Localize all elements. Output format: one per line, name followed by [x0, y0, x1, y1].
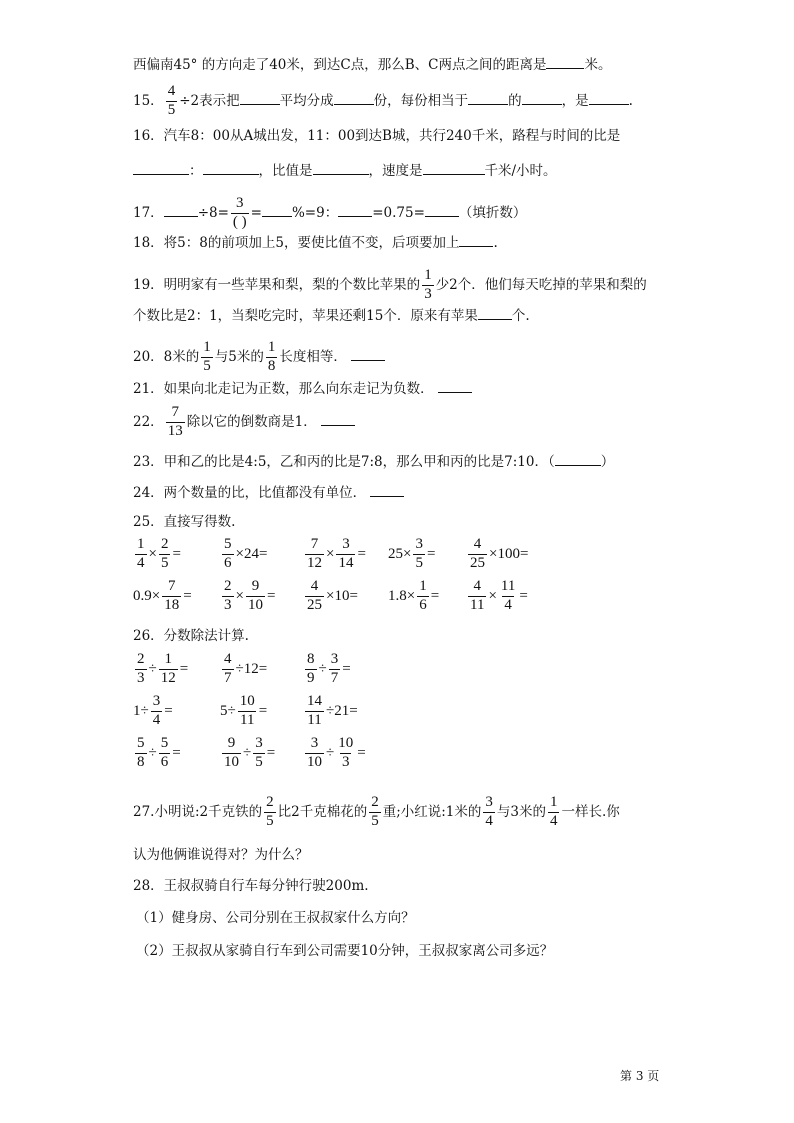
fraction: $\frac{4}{5}$ [167, 83, 176, 118]
fraction: $\frac{10}{11}$ [239, 693, 255, 728]
expression: $\frac{7}{12}$ × $\frac{3}{14}$ = [307, 536, 366, 571]
question-20: 20．8米的 $\frac{1}{5}$ 与5米的 $\frac{1}{8}$ 长度相等． [133, 340, 385, 375]
expression: $\frac{5}{6}$ ×24 = [224, 536, 268, 571]
fraction: $\frac{1}{6}$ [419, 578, 427, 613]
fraction: $\frac{4}{25}$ [470, 536, 485, 571]
expression: 1÷ $\frac{3}{4}$ = [133, 693, 173, 728]
answer-blank[interactable] [589, 93, 629, 105]
answer-blank[interactable] [262, 205, 292, 217]
fraction: $\frac{2}{5}$ [266, 794, 274, 829]
expression: $\frac{4}{11}$ × $\frac{11}{4}$ = [470, 578, 528, 613]
fraction: $\frac{3}{14}$ [338, 536, 354, 571]
answer-blank[interactable] [478, 308, 512, 320]
question-28-sub1: （1）健身房、公司分别在王叔叔家什么方向？ [136, 910, 415, 926]
answer-blank[interactable] [321, 414, 355, 426]
fraction: $\frac{10}{3}$ [338, 735, 354, 770]
answer-blank[interactable] [555, 454, 601, 466]
question-21: 21．如果向北走记为正数，那么向东走记为负数． [133, 381, 472, 397]
fraction: $\frac{8}{9}$ [307, 651, 315, 686]
fraction: $\frac{2}{3}$ [224, 578, 232, 613]
fraction: $\frac{9}{10}$ [247, 578, 263, 613]
expression: $\frac{4}{25}$ ×10 = [307, 578, 358, 613]
expression: $\frac{4}{7}$ ÷12 = [224, 651, 268, 686]
answer-blank[interactable] [425, 205, 459, 217]
expression: 0.9× $\frac{7}{18}$ = [133, 578, 192, 613]
fraction: $\frac{3}{( )}$ [232, 195, 247, 230]
question-23: 23．甲和乙的比是4:5，乙和丙的比是7:8，那么甲和丙的比是7:10．（ ） [133, 454, 615, 470]
expression: $\frac{2}{3}$ ÷ $\frac{1}{12}$ = [137, 651, 189, 686]
answer-blank[interactable] [240, 93, 280, 105]
question-15: 15． $\frac{4}{5}$ ÷2表示把 平均分成 份，每份相当于 的 ，是 . [133, 83, 633, 118]
fraction: $\frac{9}{10}$ [224, 735, 239, 770]
question-18: 18．将5：8的前项加上5，要使比值不变，后项要加上 . [133, 235, 498, 251]
question-27-line1: 27.小明说:2千克铁的 $\frac{2}{5}$ 比2千克棉花的 $\frac{2}{5}$ 重;小红说:1米的 $\frac{3}{4}$ 与3米的 $\frac{1}{4}$ 一样长.你 [133, 794, 620, 829]
answer-blank[interactable] [133, 163, 189, 175]
fraction: $\frac{7}{13}$ [167, 404, 183, 439]
question-22: 22． $\frac{7}{13}$ 除以它的倒数商是1． [133, 405, 355, 440]
question-17: 17． ÷8= $\frac{3}{( )}$ = %=9： =0.75= （填折数） [133, 195, 527, 230]
answer-blank[interactable] [164, 205, 198, 217]
fraction: $\frac{4}{11}$ [470, 578, 485, 613]
fraction: $\frac{1}{4}$ [549, 794, 558, 829]
fraction: $\frac{3}{10}$ [307, 735, 322, 770]
fraction: $\frac{1}{5}$ [203, 339, 211, 374]
q14-continuation: 西偏南45° 的方向走了40米，到达C点，那么B、C两点之间的距离是 米。 [133, 57, 612, 73]
expression: 25× $\frac{3}{5}$ = [388, 536, 436, 571]
question-26-title: 26．分数除法计算. [133, 628, 249, 644]
fraction: $\frac{11}{4}$ [500, 578, 516, 613]
fraction: $\frac{4}{25}$ [307, 578, 322, 613]
fraction: $\frac{4}{7}$ [224, 651, 232, 686]
fraction: $\frac{3}{4}$ [485, 794, 493, 829]
fraction: $\frac{3}{5}$ [415, 536, 423, 571]
answer-blank[interactable] [338, 205, 372, 217]
fraction: $\frac{1}{8}$ [267, 339, 276, 374]
answer-blank[interactable] [459, 235, 493, 247]
answer-blank[interactable] [423, 163, 485, 175]
fraction: $\frac{5}{8}$ [137, 735, 145, 770]
fraction: $\frac{2}{5}$ [371, 794, 379, 829]
fraction: $\frac{5}{6}$ [224, 536, 232, 571]
question-19-line2: 个数比是2：1，当梨吃完时，苹果还剩15个．原来有苹果 个. [133, 308, 530, 324]
question-25-title: 25．直接写得数. [133, 514, 236, 530]
expression: $\frac{14}{11}$ ÷21 = [307, 693, 358, 728]
expression: $\frac{4}{25}$ ×100 = [470, 536, 529, 571]
question-28-sub2: （2）王叔叔从家骑自行车到公司需要10分钟，王叔叔家离公司多远？ [136, 943, 554, 959]
expression: $\frac{3}{10}$ ÷ $\frac{10}{3}$ = [307, 735, 366, 770]
fraction: $\frac{7}{12}$ [307, 536, 322, 571]
fraction: $\frac{7}{18}$ [164, 578, 180, 613]
page-number: 第 3 页 [620, 1069, 660, 1083]
answer-blank[interactable] [438, 381, 472, 393]
question-28-title: 28．王叔叔骑自行车每分钟行驶200m. [133, 878, 369, 894]
answer-blank[interactable] [370, 485, 404, 497]
fraction: $\frac{2}{5}$ [160, 536, 169, 571]
expression: $\frac{2}{3}$ × $\frac{9}{10}$ = [224, 578, 276, 613]
answer-blank[interactable] [468, 93, 508, 105]
fraction: $\frac{2}{3}$ [137, 651, 145, 686]
question-27-line2: 认为他俩谁说得对？为什么？ [133, 847, 309, 863]
answer-blank[interactable] [522, 93, 562, 105]
fraction: $\frac{14}{11}$ [307, 693, 322, 728]
expression: 1.8× $\frac{1}{6}$ = [388, 578, 440, 613]
answer-blank[interactable] [203, 163, 259, 175]
fraction: $\frac{3}{7}$ [330, 651, 339, 686]
expression: 5÷ $\frac{10}{11}$ = [220, 693, 268, 728]
fraction: $\frac{3}{5}$ [255, 735, 263, 770]
answer-blank[interactable] [351, 349, 385, 361]
fraction: $\frac{1}{4}$ [137, 536, 145, 571]
expression: $\frac{9}{10}$ ÷ $\frac{3}{5}$ = [224, 735, 276, 770]
fraction: $\frac{3}{4}$ [152, 693, 161, 728]
fraction: $\frac{5}{6}$ [160, 735, 169, 770]
question-16-line1: 16．汽车8：00从A城出发，11：00到达B城，共行240千米，路程与时间的比是 [133, 128, 621, 144]
expression: $\frac{8}{9}$ ÷ $\frac{3}{7}$ = [307, 651, 351, 686]
expression: $\frac{5}{8}$ ÷ $\frac{5}{6}$ = [137, 735, 181, 770]
answer-blank[interactable] [546, 57, 584, 69]
question-19-line1: 19．明明家有一些苹果和梨，梨的个数比苹果的 $\frac{1}{3}$ 少2个．他们每天吃掉的苹果和梨的 [133, 267, 647, 302]
fraction: $\frac{1}{12}$ [160, 651, 176, 686]
answer-blank[interactable] [334, 93, 374, 105]
fraction: $\frac{1}{3}$ [424, 267, 432, 302]
question-16-line2: ： ，比值是 ，速度是 千米/小时。 [133, 163, 557, 179]
expression: $\frac{1}{4}$ × $\frac{2}{5}$ = [137, 536, 181, 571]
answer-blank[interactable] [313, 163, 369, 175]
question-24: 24．两个数量的比，比值都没有单位． [133, 485, 404, 501]
